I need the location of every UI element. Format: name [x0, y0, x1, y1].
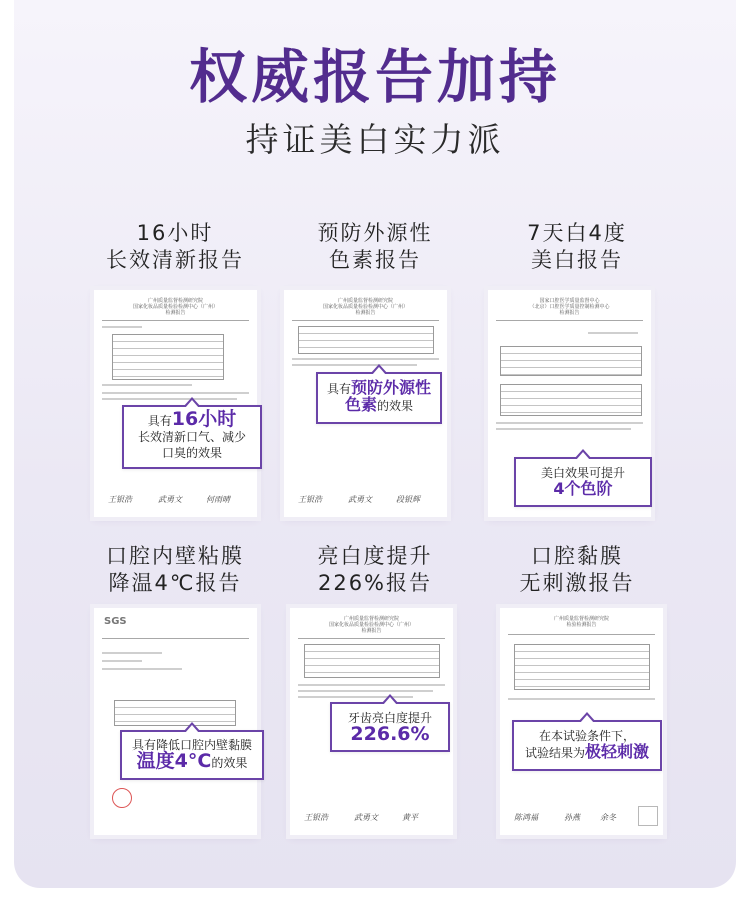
doc-header: 国家口腔医学质量监督中心 （北京）口腔医学质量控制检测中心 检测报告	[529, 298, 610, 316]
report-caption-brightness: 亮白度提升 226%报告	[317, 544, 433, 595]
doc-header: 广州质量监督检测研究院 检验检测报告	[553, 616, 609, 628]
certification-seal-icon	[112, 788, 132, 808]
doc-table	[298, 326, 434, 354]
report-document-cooling[interactable]	[94, 608, 257, 835]
report-caption-pigment: 预防外源性 色素报告	[317, 221, 433, 272]
doc-header: 广州质量监督检测研究院 国家化妆品质量检验检测中心（广州） 检测报告	[132, 298, 218, 316]
page-subtitle: 持证美白实力派	[245, 120, 505, 159]
page-title: 权威报告加持	[188, 43, 561, 111]
callout-freshness: 具有16小时 长效清新口气、减少 口臭的效果	[122, 405, 262, 469]
doc-table	[304, 644, 440, 678]
report-caption-cooling: 口腔内壁粘膜 降温4℃报告	[106, 544, 244, 595]
callout-brightness: 牙齿亮白度提升 226.6%	[330, 702, 450, 752]
callout-pigment: 具有预防外源性 色素的效果	[316, 372, 442, 424]
report-caption-whitening: 7天白4度 美白报告	[527, 221, 627, 272]
doc-header: 广州质量监督检测研究院 国家化妆品质量检验检测中心（广州） 检测报告	[322, 298, 408, 316]
report-document-irritation[interactable]: 广州质量监督检测研究院 检验检测报告 陈鸿福 孙燕 余冬	[500, 608, 663, 835]
report-caption-irritation: 口腔黏膜 无刺激报告	[519, 544, 635, 595]
report-caption-freshness: 16小时 长效清新报告	[106, 221, 244, 272]
sgs-logo: SGS	[104, 616, 127, 627]
doc-table	[500, 346, 642, 376]
doc-table	[500, 384, 642, 416]
doc-table	[514, 644, 650, 690]
report-document-brightness[interactable]: 广州质量监督检测研究院 国家化妆品质量检验检测中心（广州） 检测报告 王银浩 武勇文 黄平	[290, 608, 453, 835]
report-document-pigment[interactable]: 广州质量监督检测研究院 国家化妆品质量检验检测中心（广州） 检测报告 王银浩 武勇文 段银辉	[284, 290, 447, 517]
qr-code-icon	[638, 806, 658, 826]
report-document-freshness[interactable]: 广州质量监督检测研究院 国家化妆品质量检验检测中心（广州） 检测报告 王银浩 武勇文 何雨晴	[94, 290, 257, 517]
doc-header: 广州质量监督检测研究院 国家化妆品质量检验检测中心（广州） 检测报告	[328, 616, 414, 634]
callout-irritation: 在本试验条件下， 试验结果为极轻刺激	[512, 720, 662, 771]
callout-cooling: 具有降低口腔内壁黏膜 温度4°C的效果	[120, 730, 264, 780]
doc-table	[114, 700, 236, 726]
doc-table	[112, 334, 224, 380]
callout-whitening: 美白效果可提升 4个色阶	[514, 457, 652, 507]
background-panel	[14, 0, 736, 888]
